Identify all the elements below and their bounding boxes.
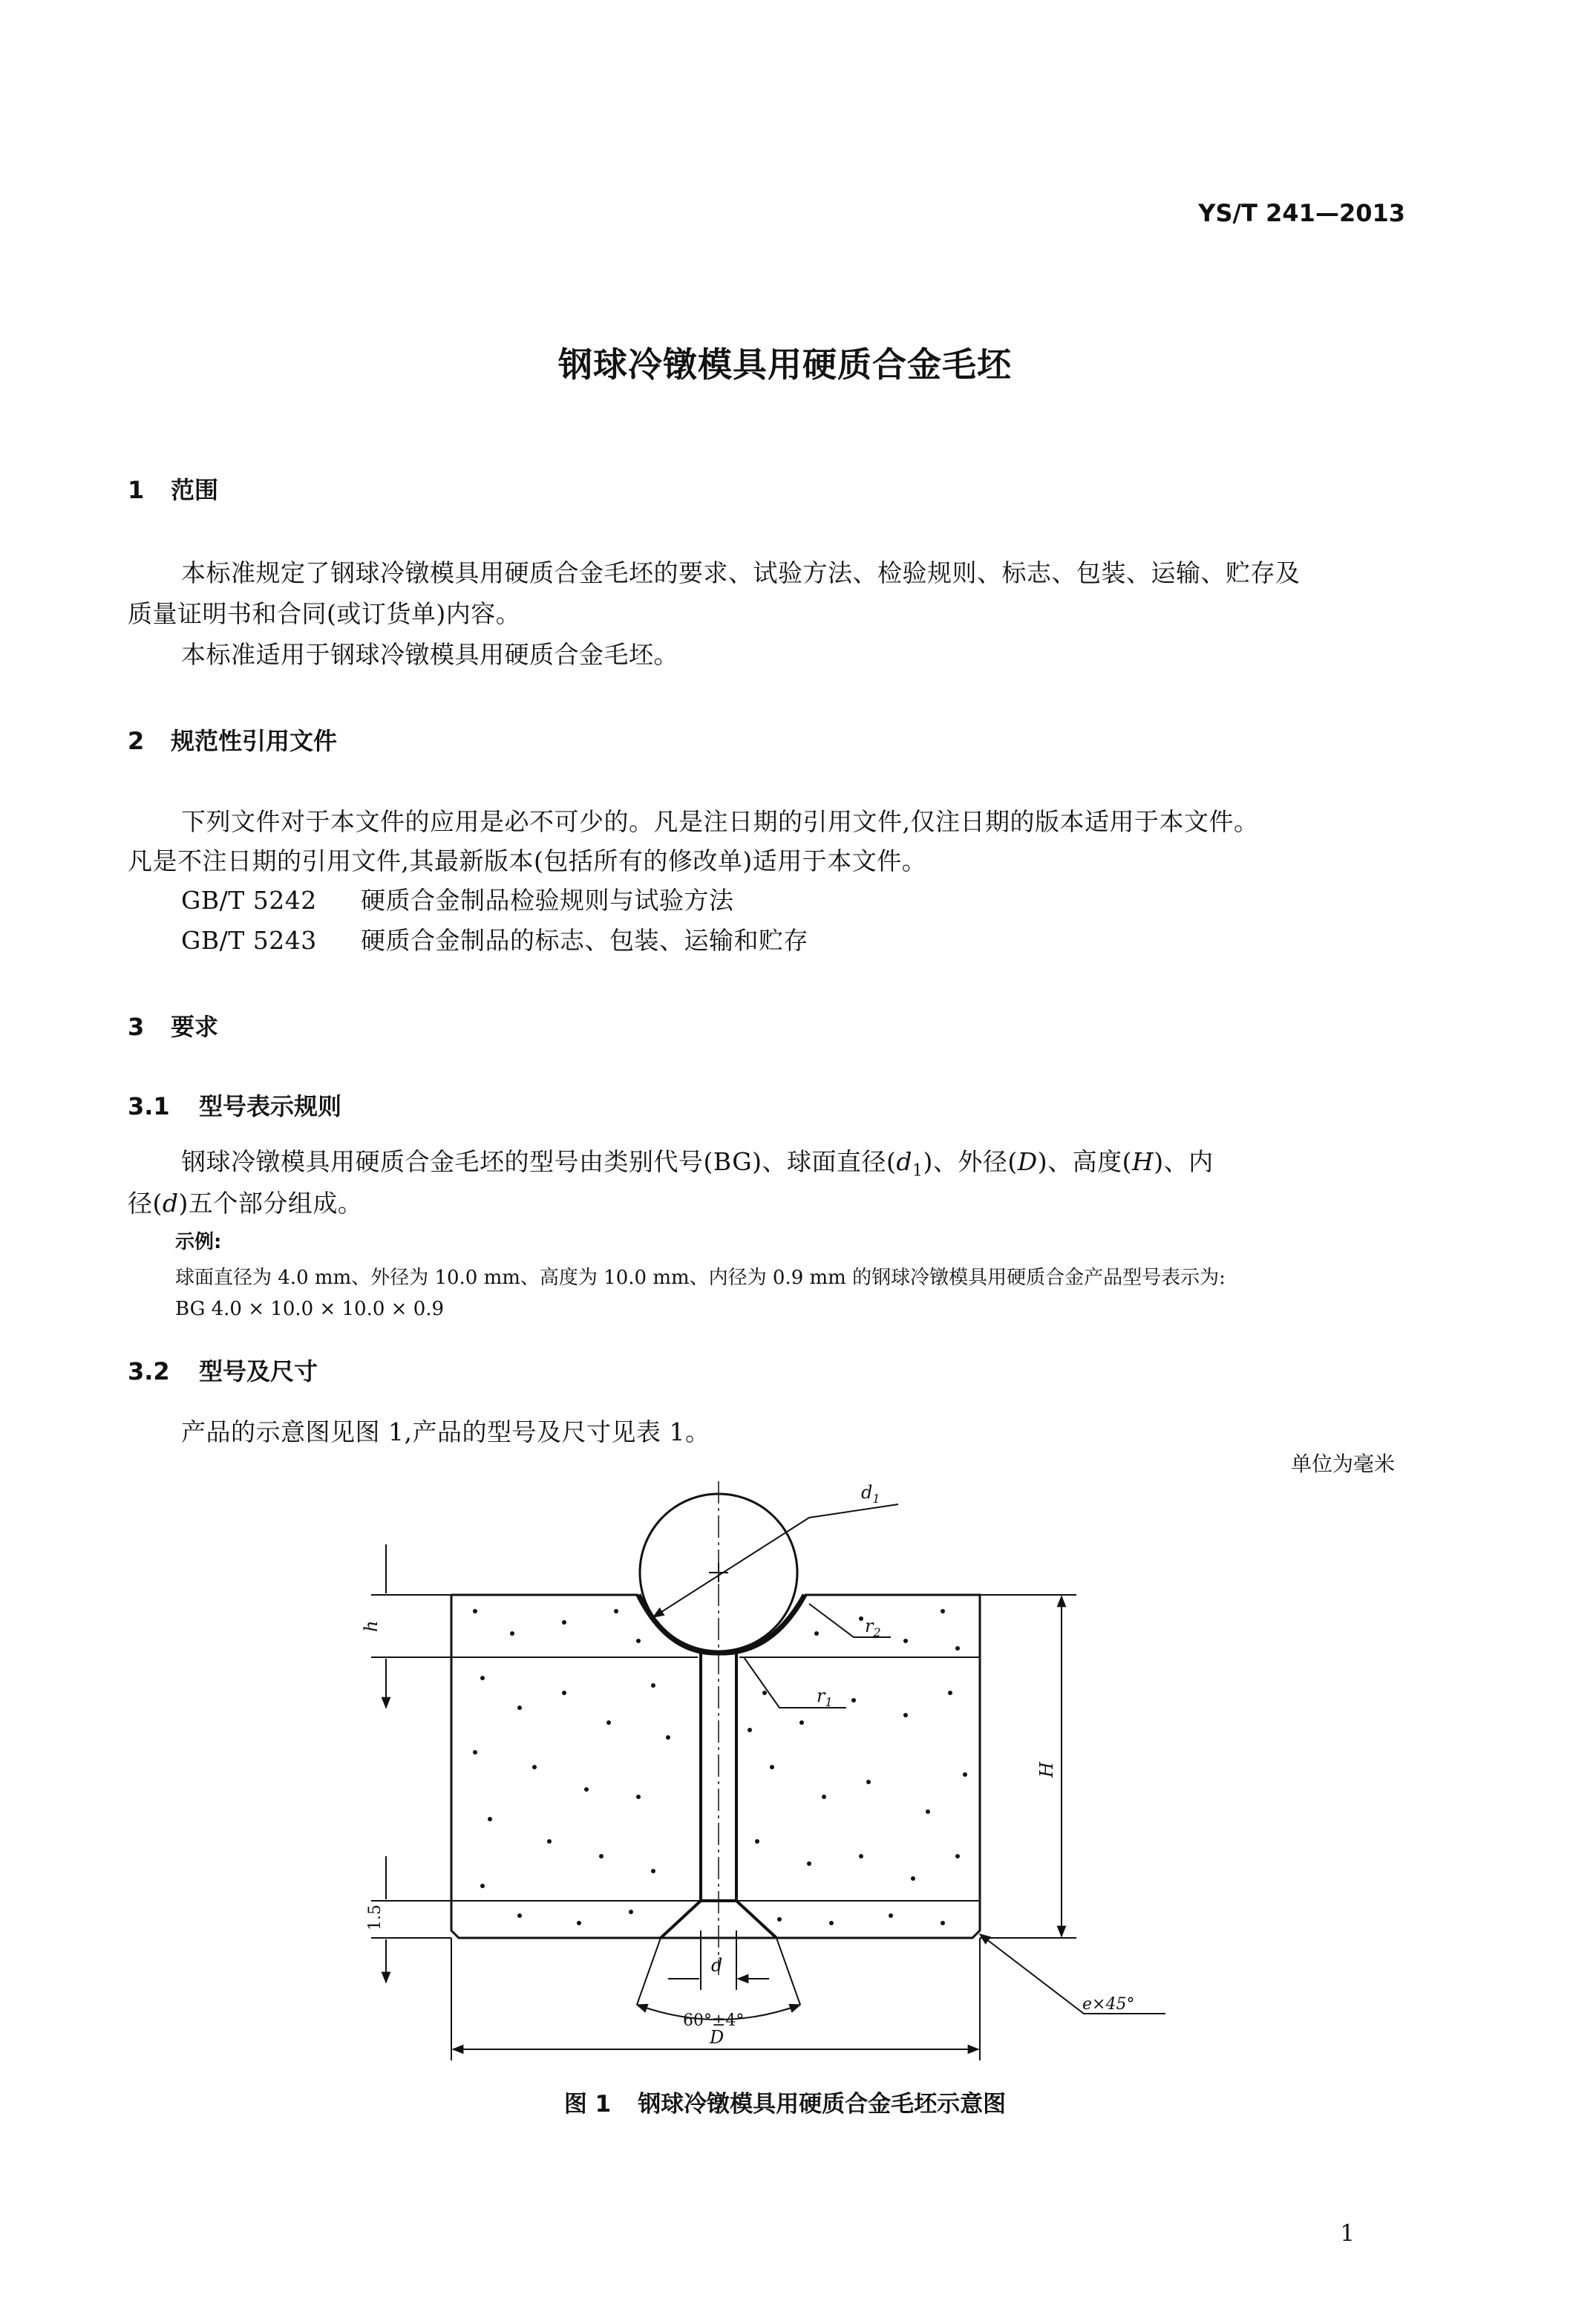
- reference-title: 硬质合金制品的标志、包装、运输和贮存: [361, 926, 808, 955]
- example-line: BG 4.0 × 10.0 × 10.0 × 0.9: [175, 1298, 445, 1320]
- section-number: 3.2: [128, 1357, 170, 1385]
- text-run: )、外径(: [923, 1147, 1018, 1176]
- figure-number: 图 1: [563, 2091, 612, 2118]
- section-title: 型号及尺寸: [199, 1357, 318, 1385]
- section-number: 2: [128, 727, 145, 755]
- reference-code: GB/T 5243: [181, 926, 317, 955]
- document-title: 钢球冷镦模具用硬质合金毛坯: [558, 345, 1012, 385]
- chamfer-leader: [980, 1934, 1165, 2014]
- reference-title: 硬质合金制品检验规则与试验方法: [361, 886, 734, 915]
- section-number: 3.1: [128, 1092, 170, 1120]
- page-number: 1: [1340, 2220, 1355, 2247]
- text-run: 径(: [128, 1189, 163, 1218]
- label-d1: $d_1$: [861, 1482, 880, 1506]
- reference-code: GB/T 5242: [181, 886, 317, 915]
- h-extension: [371, 1595, 451, 1657]
- label-chamfer: e×45°: [1082, 1995, 1135, 2014]
- label-h: h: [361, 1620, 382, 1632]
- text-run: )、内: [1154, 1147, 1214, 1176]
- d1-leader: [653, 1504, 898, 1617]
- figure-title: 钢球冷镦模具用硬质合金毛坯示意图: [638, 2091, 1007, 2118]
- symbol-d1: d: [896, 1147, 912, 1176]
- section-number: 3: [128, 1013, 145, 1041]
- text-run: 钢球冷镦模具用硬质合金毛坯的型号由类别代号(BG)、球面直径(: [181, 1147, 897, 1176]
- paragraph-line: 产品的示意图见图 1,产品的型号及尺寸见表 1。: [181, 1417, 710, 1446]
- material-speckles: [473, 1609, 967, 1925]
- symbol-d: d: [162, 1189, 179, 1218]
- section-title: 型号表示规则: [199, 1092, 342, 1120]
- section-title: 范围: [171, 476, 219, 504]
- label-angle: 60°±4°: [683, 2011, 745, 2030]
- label-r2: $r_2$: [865, 1616, 881, 1639]
- blank-body-outline: [451, 1595, 980, 1938]
- label-d: d: [711, 1955, 723, 1976]
- unit-note: 单位为毫米: [1290, 1452, 1395, 1476]
- standard-code: YS/T 241—2013: [1198, 199, 1405, 227]
- label-D: D: [710, 2027, 725, 2048]
- label-H: H: [1036, 1762, 1057, 1778]
- example-line: 球面直径为 4.0 mm、外径为 10.0 mm、高度为 10.0 mm、内径为 0.9 mm 的钢球冷镦模具用硬质合金产品型号表示为:: [175, 1267, 1226, 1289]
- symbol-D: D: [1017, 1147, 1038, 1176]
- symbol-H: H: [1131, 1147, 1154, 1176]
- paragraph-line: 本标准规定了钢球冷镦模具用硬质合金毛坯的要求、试验方法、检验规则、标志、包装、运输、贮存及: [181, 558, 1301, 587]
- label-r1: $r_1$: [817, 1685, 833, 1709]
- example-label: 示例:: [175, 1231, 222, 1253]
- figure-caption: [0, 2085, 1570, 2118]
- paragraph-line: 下列文件对于本文件的应用是必不可少的。凡是注日期的引用文件,仅注日期的版本适用于本文件。: [181, 807, 1259, 836]
- section-number: 1: [128, 476, 145, 504]
- label-1-5: 1.5: [366, 1904, 385, 1930]
- section-title: 要求: [171, 1013, 219, 1041]
- text-run: )五个部分组成。: [178, 1189, 363, 1218]
- paragraph-line: 凡是不注日期的引用文件,其最新版本(包括所有的修改单)适用于本文件。: [128, 846, 927, 875]
- subscript: 1: [912, 1161, 923, 1181]
- section-title: 规范性引用文件: [171, 727, 338, 755]
- text-run: )、高度(: [1037, 1147, 1132, 1176]
- paragraph-line: 质量证明书和合同(或订货单)内容。: [128, 599, 521, 628]
- paragraph-line: 本标准适用于钢球冷镦模具用硬质合金毛坯。: [181, 640, 678, 669]
